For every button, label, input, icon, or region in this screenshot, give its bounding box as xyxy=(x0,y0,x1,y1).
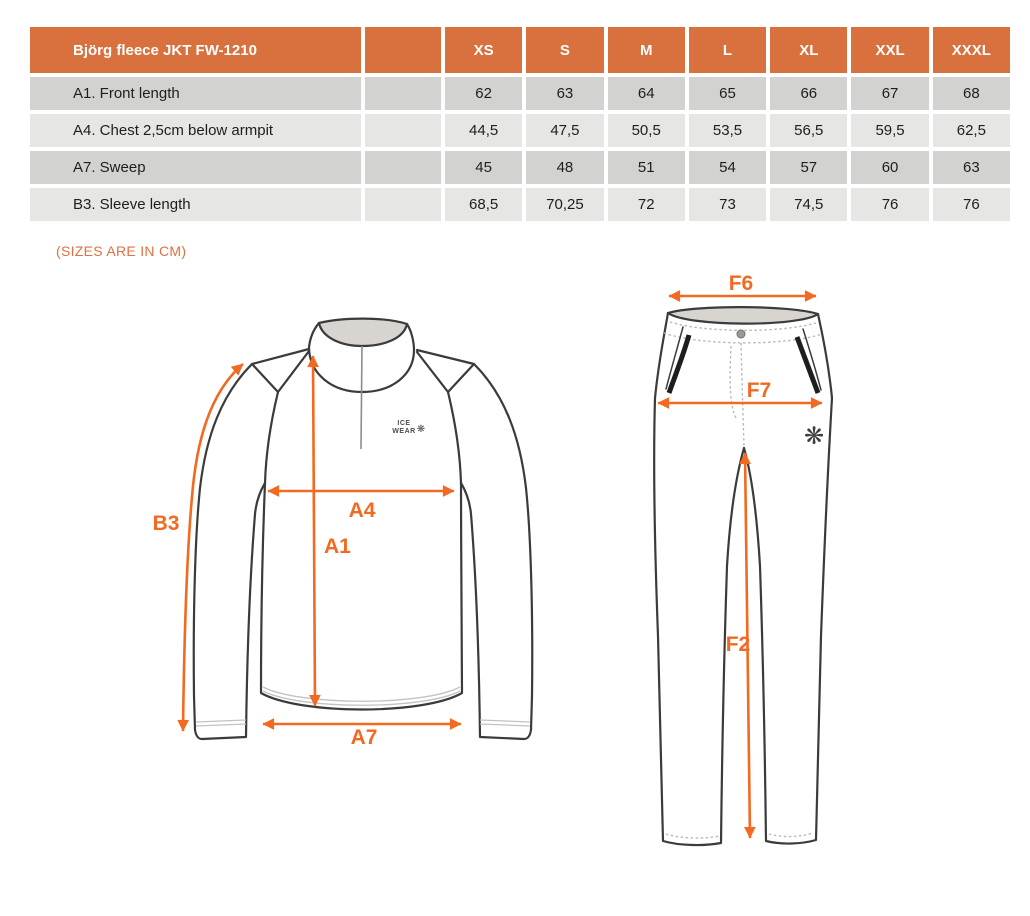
size-value-cell: 66 xyxy=(770,77,847,110)
icewear-logo-line2: WEAR xyxy=(392,428,416,435)
jacket-left-yoke xyxy=(252,349,309,392)
row-label: A4. Chest 2,5cm below armpit xyxy=(30,114,361,147)
size-value-cell: 62,5 xyxy=(933,114,1010,147)
pants-center-seam xyxy=(741,343,744,446)
size-value-cell: 73 xyxy=(689,188,766,221)
jacket-zipper-line xyxy=(361,346,362,449)
measurement-label-b3: B3 xyxy=(152,512,180,535)
size-value-cell: 72 xyxy=(608,188,685,221)
size-value-cell: 60 xyxy=(851,151,928,184)
jacket-right-yoke xyxy=(417,350,474,392)
size-column-header: XL xyxy=(770,27,847,73)
size-value-cell: 56,5 xyxy=(770,114,847,147)
jacket-drawing xyxy=(153,319,533,749)
measurement-label-f7: F7 xyxy=(746,379,772,402)
size-column-header: M xyxy=(608,27,685,73)
measurement-label-f2: F2 xyxy=(725,633,751,656)
size-chart-page xyxy=(0,27,1030,885)
size-value-cell: 68 xyxy=(933,77,1010,110)
measurement-label-f6: F6 xyxy=(728,272,754,295)
pants-drawing xyxy=(654,272,832,845)
size-value-cell: 57 xyxy=(770,151,847,184)
pants-button xyxy=(737,330,745,338)
jacket-left-cuff-stitch xyxy=(196,720,246,722)
pants-left-hem-stitch xyxy=(666,834,719,838)
header-spacer-cell xyxy=(365,27,441,73)
jacket-right-sleeve xyxy=(461,364,532,739)
row-spacer-cell xyxy=(365,188,441,221)
size-column-header: XS xyxy=(445,27,522,73)
size-column-header: XXL xyxy=(851,27,928,73)
size-value-cell: 54 xyxy=(689,151,766,184)
pants-right-leg xyxy=(744,398,832,844)
size-value-cell: 70,25 xyxy=(526,188,603,221)
measurement-label-a4: A4 xyxy=(348,499,376,522)
jacket-left-raglan-seam xyxy=(265,392,278,483)
jacket-left-sleeve xyxy=(194,364,265,739)
size-value-cell: 65 xyxy=(689,77,766,110)
measurement-arrow-a1 xyxy=(313,356,315,706)
size-value-cell: 63 xyxy=(933,151,1010,184)
jacket-right-cuff-stitch xyxy=(480,724,530,726)
pants-left-leg xyxy=(654,398,744,845)
measurement-label-a1: A1 xyxy=(324,535,351,558)
measurement-label-a7: A7 xyxy=(350,726,378,749)
row-spacer-cell xyxy=(365,77,441,110)
snowflake-icon: ❋ xyxy=(416,424,426,435)
measurement-arrow-b3 xyxy=(183,364,243,731)
units-note: (SIZES ARE IN CM) xyxy=(56,243,187,259)
size-value-cell: 76 xyxy=(933,188,1010,221)
icewear-logo xyxy=(392,420,425,435)
row-label: B3. Sleeve length xyxy=(30,188,361,221)
size-value-cell: 67 xyxy=(851,77,928,110)
table-title: Björg fleece JKT FW-1210 xyxy=(30,27,361,73)
jacket-right-cuff-stitch xyxy=(480,720,530,722)
pants-right-hem-stitch xyxy=(769,833,813,837)
size-value-cell: 53,5 xyxy=(689,114,766,147)
size-value-cell: 62 xyxy=(445,77,522,110)
size-value-cell: 68,5 xyxy=(445,188,522,221)
size-value-cell: 50,5 xyxy=(608,114,685,147)
jacket-left-cuff-stitch xyxy=(196,724,246,726)
garment-diagrams xyxy=(0,266,1030,885)
pants-left-waist-side xyxy=(655,313,668,398)
pants-waist-interior xyxy=(668,307,818,324)
pants-fly-stitch xyxy=(730,346,737,420)
size-column-header: L xyxy=(689,27,766,73)
size-value-cell: 63 xyxy=(526,77,603,110)
jacket-collar-interior xyxy=(319,319,407,346)
icewear-logo-line1: ICE xyxy=(397,420,411,427)
size-value-cell: 64 xyxy=(608,77,685,110)
size-value-cell: 45 xyxy=(445,151,522,184)
size-value-cell: 74,5 xyxy=(770,188,847,221)
size-value-cell: 59,5 xyxy=(851,114,928,147)
jacket-right-raglan-seam xyxy=(448,392,461,483)
size-value-cell: 48 xyxy=(526,151,603,184)
row-spacer-cell xyxy=(365,151,441,184)
size-column-header: XXXL xyxy=(933,27,1010,73)
row-label: A7. Sweep xyxy=(30,151,361,184)
size-value-cell: 51 xyxy=(608,151,685,184)
row-spacer-cell xyxy=(365,114,441,147)
size-value-cell: 44,5 xyxy=(445,114,522,147)
snowflake-icon: ❋ xyxy=(803,422,825,450)
row-label: A1. Front length xyxy=(30,77,361,110)
jacket-hem-stitch xyxy=(263,687,460,701)
size-value-cell: 76 xyxy=(851,188,928,221)
size-value-cell: 47,5 xyxy=(526,114,603,147)
size-table xyxy=(30,27,1010,221)
size-column-header: S xyxy=(526,27,603,73)
